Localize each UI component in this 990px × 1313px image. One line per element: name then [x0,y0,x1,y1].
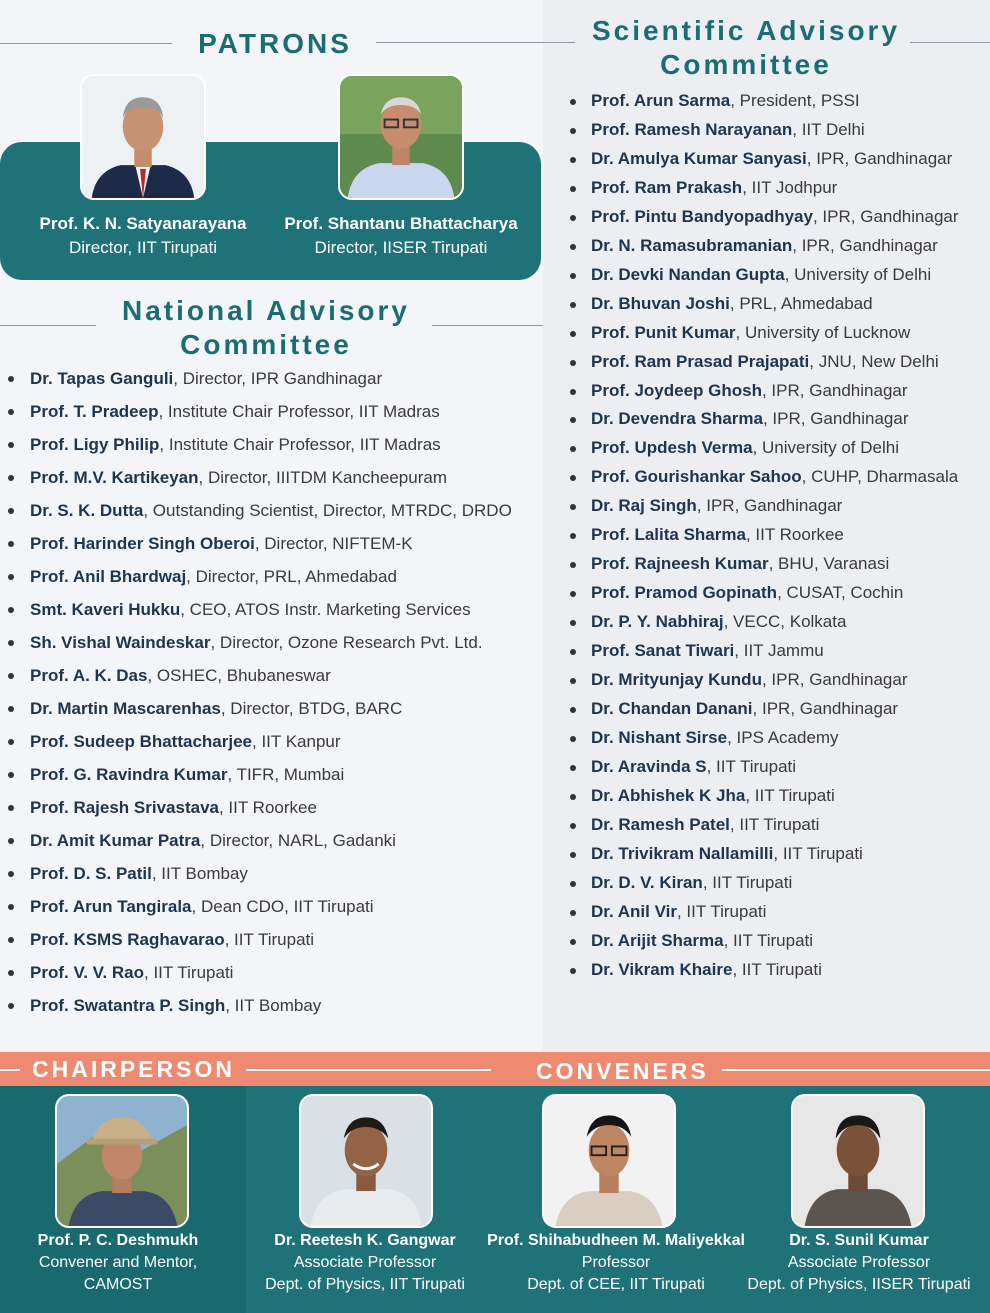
convener-name-3: Dr. S. Sunil Kumar [789,1232,929,1249]
list-item: Prof. Ligy Philip, Institute Chair Professor, IIT Madras [0,428,512,461]
list-item: Prof. Lalita Sharma, IIT Roorkee [544,521,959,550]
person-icon [82,76,204,198]
list-item: Dr. Chandan Danani, IPR, Gandhinagar [544,695,959,724]
list-item: Dr. Aravinda S, IIT Tirupati [544,753,959,782]
patron-name-1: Prof. K. N. Satyanarayana [39,214,247,233]
list-item: Prof. Updesh Verma, University of Delhi [544,434,959,463]
scientific-member-list [544,87,959,985]
list-item: Prof. Joydeep Ghosh, IPR, Gandhinagar [544,377,959,406]
national-rule-left [0,325,96,326]
chair-rule-left [0,1069,20,1071]
portrait-photo-gangwar [299,1094,433,1228]
patrons-title: PATRONS [198,28,352,59]
patrons-rule-left [0,43,172,44]
list-item: Prof. Gourishankar Sahoo, CUHP, Dharmasala [544,463,959,492]
list-item: Dr. Bhuvan Joshi, PRL, Ahmedabad [544,290,959,319]
list-item: Prof. Rajesh Srivastava, IIT Roorkee [0,791,512,824]
list-item: Dr. Nishant Sirse, IPS Academy [544,724,959,753]
patron-role-1: Director, IIT Tirupati [68,238,217,257]
list-item: Dr. S. K. Dutta, Outstanding Scientist, Director, MTRDC, DRDO [0,494,512,527]
chairperson-role-line2: CAMOST [83,1276,153,1293]
list-item: Prof. KSMS Raghavarao, IIT Tirupati [0,923,512,956]
list-item: Dr. N. Ramasubramanian, IPR, Gandhinagar [544,232,959,261]
national-member-list [0,362,512,1022]
conveners-rule-right [722,1069,990,1071]
list-item: Prof. T. Pradeep, Institute Chair Professor, IIT Madras [0,395,512,428]
chairperson-name: Prof. P. C. Deshmukh [37,1232,199,1249]
list-item: Prof. G. Ravindra Kumar, TIFR, Mumbai [0,758,512,791]
list-item: Prof. Swatantra P. Singh, IIT Bombay [0,989,512,1022]
list-item: Prof. D. S. Patil, IIT Bombay [0,857,512,890]
scientific-title-line1: Scientific Advisory [591,15,901,46]
list-item: Prof. Pintu Bandyopadhyay, IPR, Gandhinagar [544,203,959,232]
list-item: Prof. Arun Sarma, President, PSSI [544,87,959,116]
scientific-rule-left [545,42,575,43]
list-item: Dr. Vikram Khaire, IIT Tirupati [544,956,959,985]
list-item: Prof. Pramod Gopinath, CUSAT, Cochin [544,579,959,608]
list-item: Prof. Rajneesh Kumar, BHU, Varanasi [544,550,959,579]
convener-role-2: Professor [581,1254,651,1271]
portrait-photo-maliyekkal [542,1094,676,1228]
person-icon [57,1096,187,1226]
person-icon [793,1096,923,1226]
convener-role-3: Associate Professor [787,1254,931,1271]
list-item: Dr. Amit Kumar Patra, Director, NARL, Gadanki [0,824,512,857]
portrait-photo-deshmukh [55,1094,189,1228]
list-item: Prof. Sanat Tiwari, IIT Jammu [544,637,959,666]
list-item: Dr. Devki Nandan Gupta, University of Delhi [544,261,959,290]
list-item: Prof. Ram Prasad Prajapati, JNU, New Delhi [544,348,959,377]
national-title-line1: National Advisory [121,295,410,326]
conveners-title: CONVENERS [536,1058,709,1084]
list-item: Smt. Kaveri Hukku, CEO, ATOS Instr. Marketing Services [0,593,512,626]
list-item: Dr. Amulya Kumar Sanyasi, IPR, Gandhinagar [544,145,959,174]
portrait-photo-sunil-kumar [791,1094,925,1228]
list-item: Prof. V. V. Rao, IIT Tirupati [0,956,512,989]
list-item: Dr. Martin Mascarenhas, Director, BTDG, BARC [0,692,512,725]
convener-dept-2: Dept. of CEE, IIT Tirupati [527,1276,705,1293]
list-item: Dr. Anil Vir, IIT Tirupati [544,898,959,927]
convener-role-1: Associate Professor [293,1254,437,1271]
chair-rule-right [246,1069,491,1071]
list-item: Dr. D. V. Kiran, IIT Tirupati [544,869,959,898]
list-item: Dr. Abhishek K Jha, IIT Tirupati [544,782,959,811]
list-item: Dr. Trivikram Nallamilli, IIT Tirupati [544,840,959,869]
list-item: Dr. Tapas Ganguli, Director, IPR Gandhinagar [0,362,512,395]
convener-name-1: Dr. Reetesh K. Gangwar [274,1232,456,1249]
convener-dept-3: Dept. of Physics, IISER Tirupati [747,1276,971,1293]
person-icon [544,1096,674,1226]
list-item: Prof. A. K. Das, OSHEC, Bhubaneswar [0,659,512,692]
list-item: Prof. Anil Bhardwaj, Director, PRL, Ahmedabad [0,560,512,593]
list-item: Prof. Punit Kumar, University of Lucknow [544,319,959,348]
convener-name-2: Prof. Shihabudheen M. Maliyekkal [487,1232,745,1249]
list-item: Prof. Sudeep Bhattacharjee, IIT Kanpur [0,725,512,758]
chairperson-role-line1: Convener and Mentor, [38,1254,198,1271]
person-icon [340,76,462,198]
portrait-photo-bhattacharya [338,74,464,200]
list-item: Dr. P. Y. Nabhiraj, VECC, Kolkata [544,608,959,637]
convener-dept-1: Dept. of Physics, IIT Tirupati [265,1276,465,1293]
patrons-rule-right [376,42,573,43]
list-item: Dr. Devendra Sharma, IPR, Gandhinagar [544,405,959,434]
chairperson-title: CHAIRPERSON [32,1056,235,1082]
person-icon [301,1096,431,1226]
list-item: Dr. Mrityunjay Kundu, IPR, Gandhinagar [544,666,959,695]
list-item: Prof. Ramesh Narayanan, IIT Delhi [544,116,959,145]
list-item: Prof. Ram Prakash, IIT Jodhpur [544,174,959,203]
list-item: Dr. Ramesh Patel, IIT Tirupati [544,811,959,840]
list-item: Dr. Arijit Sharma, IIT Tirupati [544,927,959,956]
patron-role-2: Director, IISER Tirupati [314,238,488,257]
national-title-line2: Committee [180,329,352,360]
list-item: Dr. Raj Singh, IPR, Gandhinagar [544,492,959,521]
scientific-rule-right [910,42,990,43]
list-item: Prof. Arun Tangirala, Dean CDO, IIT Tirupati [0,890,512,923]
portrait-photo-satyanarayana [80,74,206,200]
patron-name-2: Prof. Shantanu Bhattacharya [284,214,518,233]
list-item: Sh. Vishal Waindeskar, Director, Ozone Research Pvt. Ltd. [0,626,512,659]
list-item: Prof. M.V. Kartikeyan, Director, IIITDM Kancheepuram [0,461,512,494]
national-rule-right [432,325,543,326]
list-item: Prof. Harinder Singh Oberoi, Director, NIFTEM-K [0,527,512,560]
scientific-title-line2: Committee [660,49,832,80]
